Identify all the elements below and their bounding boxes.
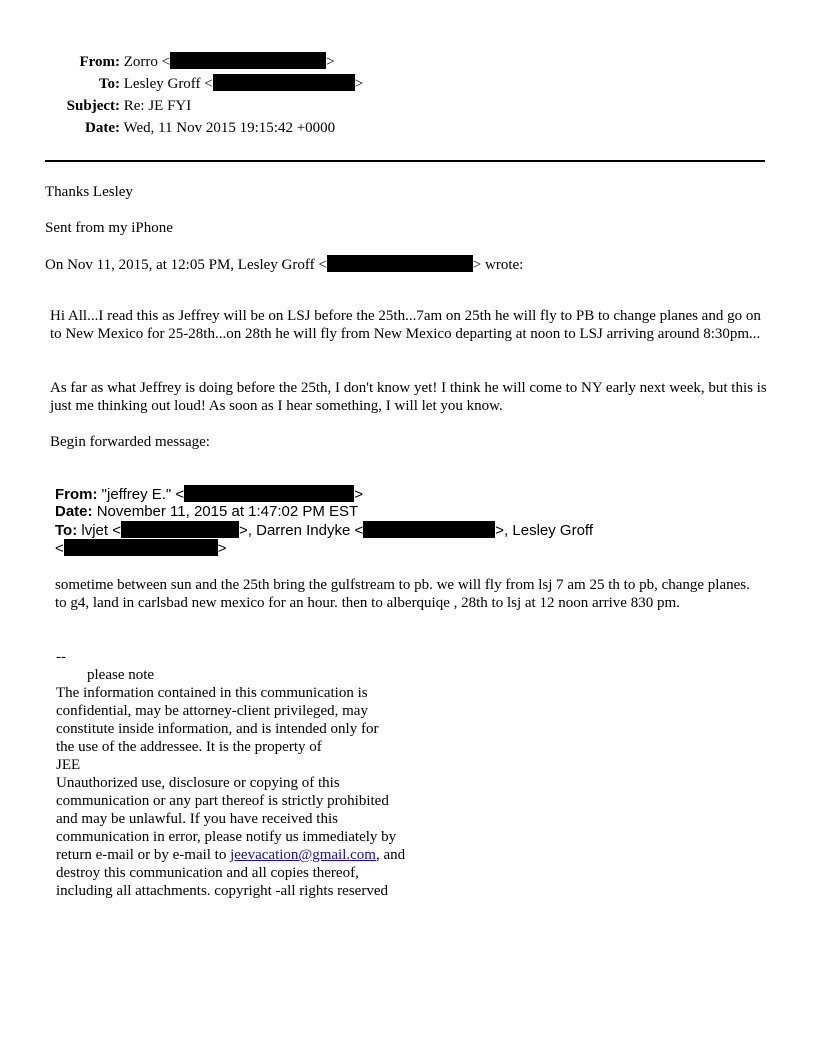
lt: < [112, 522, 122, 539]
fwd-to-label: To: [55, 522, 78, 539]
sig-email-prefix: return e-mail or by e-mail to [56, 847, 227, 863]
fwd-from [55, 485, 363, 504]
thanks-line: Thanks Lesley [45, 184, 133, 200]
sig-line: JEE [56, 757, 81, 773]
redaction-box [64, 539, 218, 556]
lt: < [318, 257, 327, 273]
sig-line: and may be unlawful. If you have received this [56, 811, 338, 827]
sig-line: including all attachments. copyright -all rights reserved [56, 883, 388, 899]
header-to [0, 73, 364, 95]
sig-line: confidential, may be attorney-client privileged, may [56, 703, 368, 719]
redaction-box [184, 485, 354, 502]
header-from [0, 51, 350, 73]
sig-line: communication or any part thereof is strictly prohibited [56, 793, 389, 809]
quote-suffix: wrote: [485, 257, 524, 273]
signature-block [56, 648, 476, 900]
fwd-to-3: Lesley Groff [512, 522, 593, 539]
gt: > [217, 540, 227, 557]
quoted-paragraph-2: As far as what Jeffrey is doing before the 25th, I don't know yet! I think he will come to NY early next week, but this is just me thinking out loud! As soon as I hear something, I will let you know. [50, 380, 767, 414]
from-name: Zorro [123, 54, 158, 70]
sig-please-note: please note [87, 667, 155, 683]
date-label: Date: [85, 120, 120, 136]
to-label: To: [98, 76, 120, 92]
header-date [0, 117, 350, 139]
lt: < [55, 540, 64, 557]
sig-dashes: -- [56, 649, 66, 665]
fwd-to [55, 521, 593, 540]
date-text: Wed, 11 Nov 2015 19:15:42 +0000 [123, 120, 336, 136]
lt: < [161, 54, 171, 70]
redaction-box [121, 521, 239, 538]
fwd-from-name: "jeffrey E." [101, 486, 172, 503]
fwd-to-cont [55, 539, 227, 558]
lt: < [204, 76, 213, 92]
sig-line: The information contained in this communication is [56, 685, 368, 701]
email-link[interactable]: jeevacation@gmail.com [230, 847, 376, 863]
sig-line: Unauthorized use, disclosure or copying of this [56, 775, 340, 791]
fwd-from-label: From: [55, 486, 98, 503]
quote-prefix: On Nov 11, 2015, at 12:05 PM, Lesley Groff [45, 257, 315, 273]
redaction-box [213, 74, 355, 91]
sig-line: communication in error, please notify us immediately by [56, 829, 397, 845]
lt: < [175, 486, 185, 503]
redaction-box [327, 255, 473, 272]
sent-from-line: Sent from my iPhone [45, 220, 173, 236]
quoted-paragraph-1: Hi All...I read this as Jeffrey will be on LSJ before the 25th...7am on 25th he will fly to PB to change planes and go on to New Mexico for 25-28th...on 28th he will fly from New Mexico departing at noon to LSJ arriving around 8:30pm... [50, 308, 761, 342]
redaction-box [170, 52, 326, 69]
sig-line: destroy this communication and all copies thereof, [56, 865, 359, 881]
gt: > [354, 486, 363, 503]
from-label: From: [79, 54, 120, 70]
lt: < [354, 522, 364, 539]
fwd-date [55, 503, 358, 521]
redaction-box [363, 521, 495, 538]
subject-label: Subject: [66, 98, 120, 114]
to-name: Lesley Groff [123, 76, 201, 92]
header-subject [0, 95, 350, 117]
gt-comma: >, [495, 522, 509, 539]
begin-forwarded: Begin forwarded message: [50, 434, 210, 450]
fwd-message: sometime between sun and the 25th bring the gulfstream to pb. we will fly from lsj 7 am 25 th to pb, change planes. to g4, land in carlsbad new mexico for an hour. then to alberquiqe , 28th to lsj at 12 noon arrive 830 pm. [55, 577, 750, 611]
sig-email-line [56, 846, 476, 864]
sig-email-suffix: , and [375, 847, 406, 863]
fwd-date-label: Date: [55, 503, 93, 520]
quote-attribution [45, 255, 523, 274]
header-divider [45, 160, 765, 162]
fwd-to-2: Darren Indyke [256, 522, 351, 539]
gt: > [472, 257, 482, 273]
subject-text: Re: JE FYI [123, 98, 192, 114]
gt: > [354, 76, 364, 92]
gt: > [326, 54, 335, 70]
fwd-to-1: lvjet [81, 522, 109, 539]
fwd-date-text: November 11, 2015 at 1:47:02 PM EST [96, 503, 359, 520]
sig-line: constitute inside information, and is intended only for [56, 721, 379, 737]
sig-line: the use of the addressee. It is the property of [56, 739, 322, 755]
gt-comma: >, [239, 522, 252, 539]
